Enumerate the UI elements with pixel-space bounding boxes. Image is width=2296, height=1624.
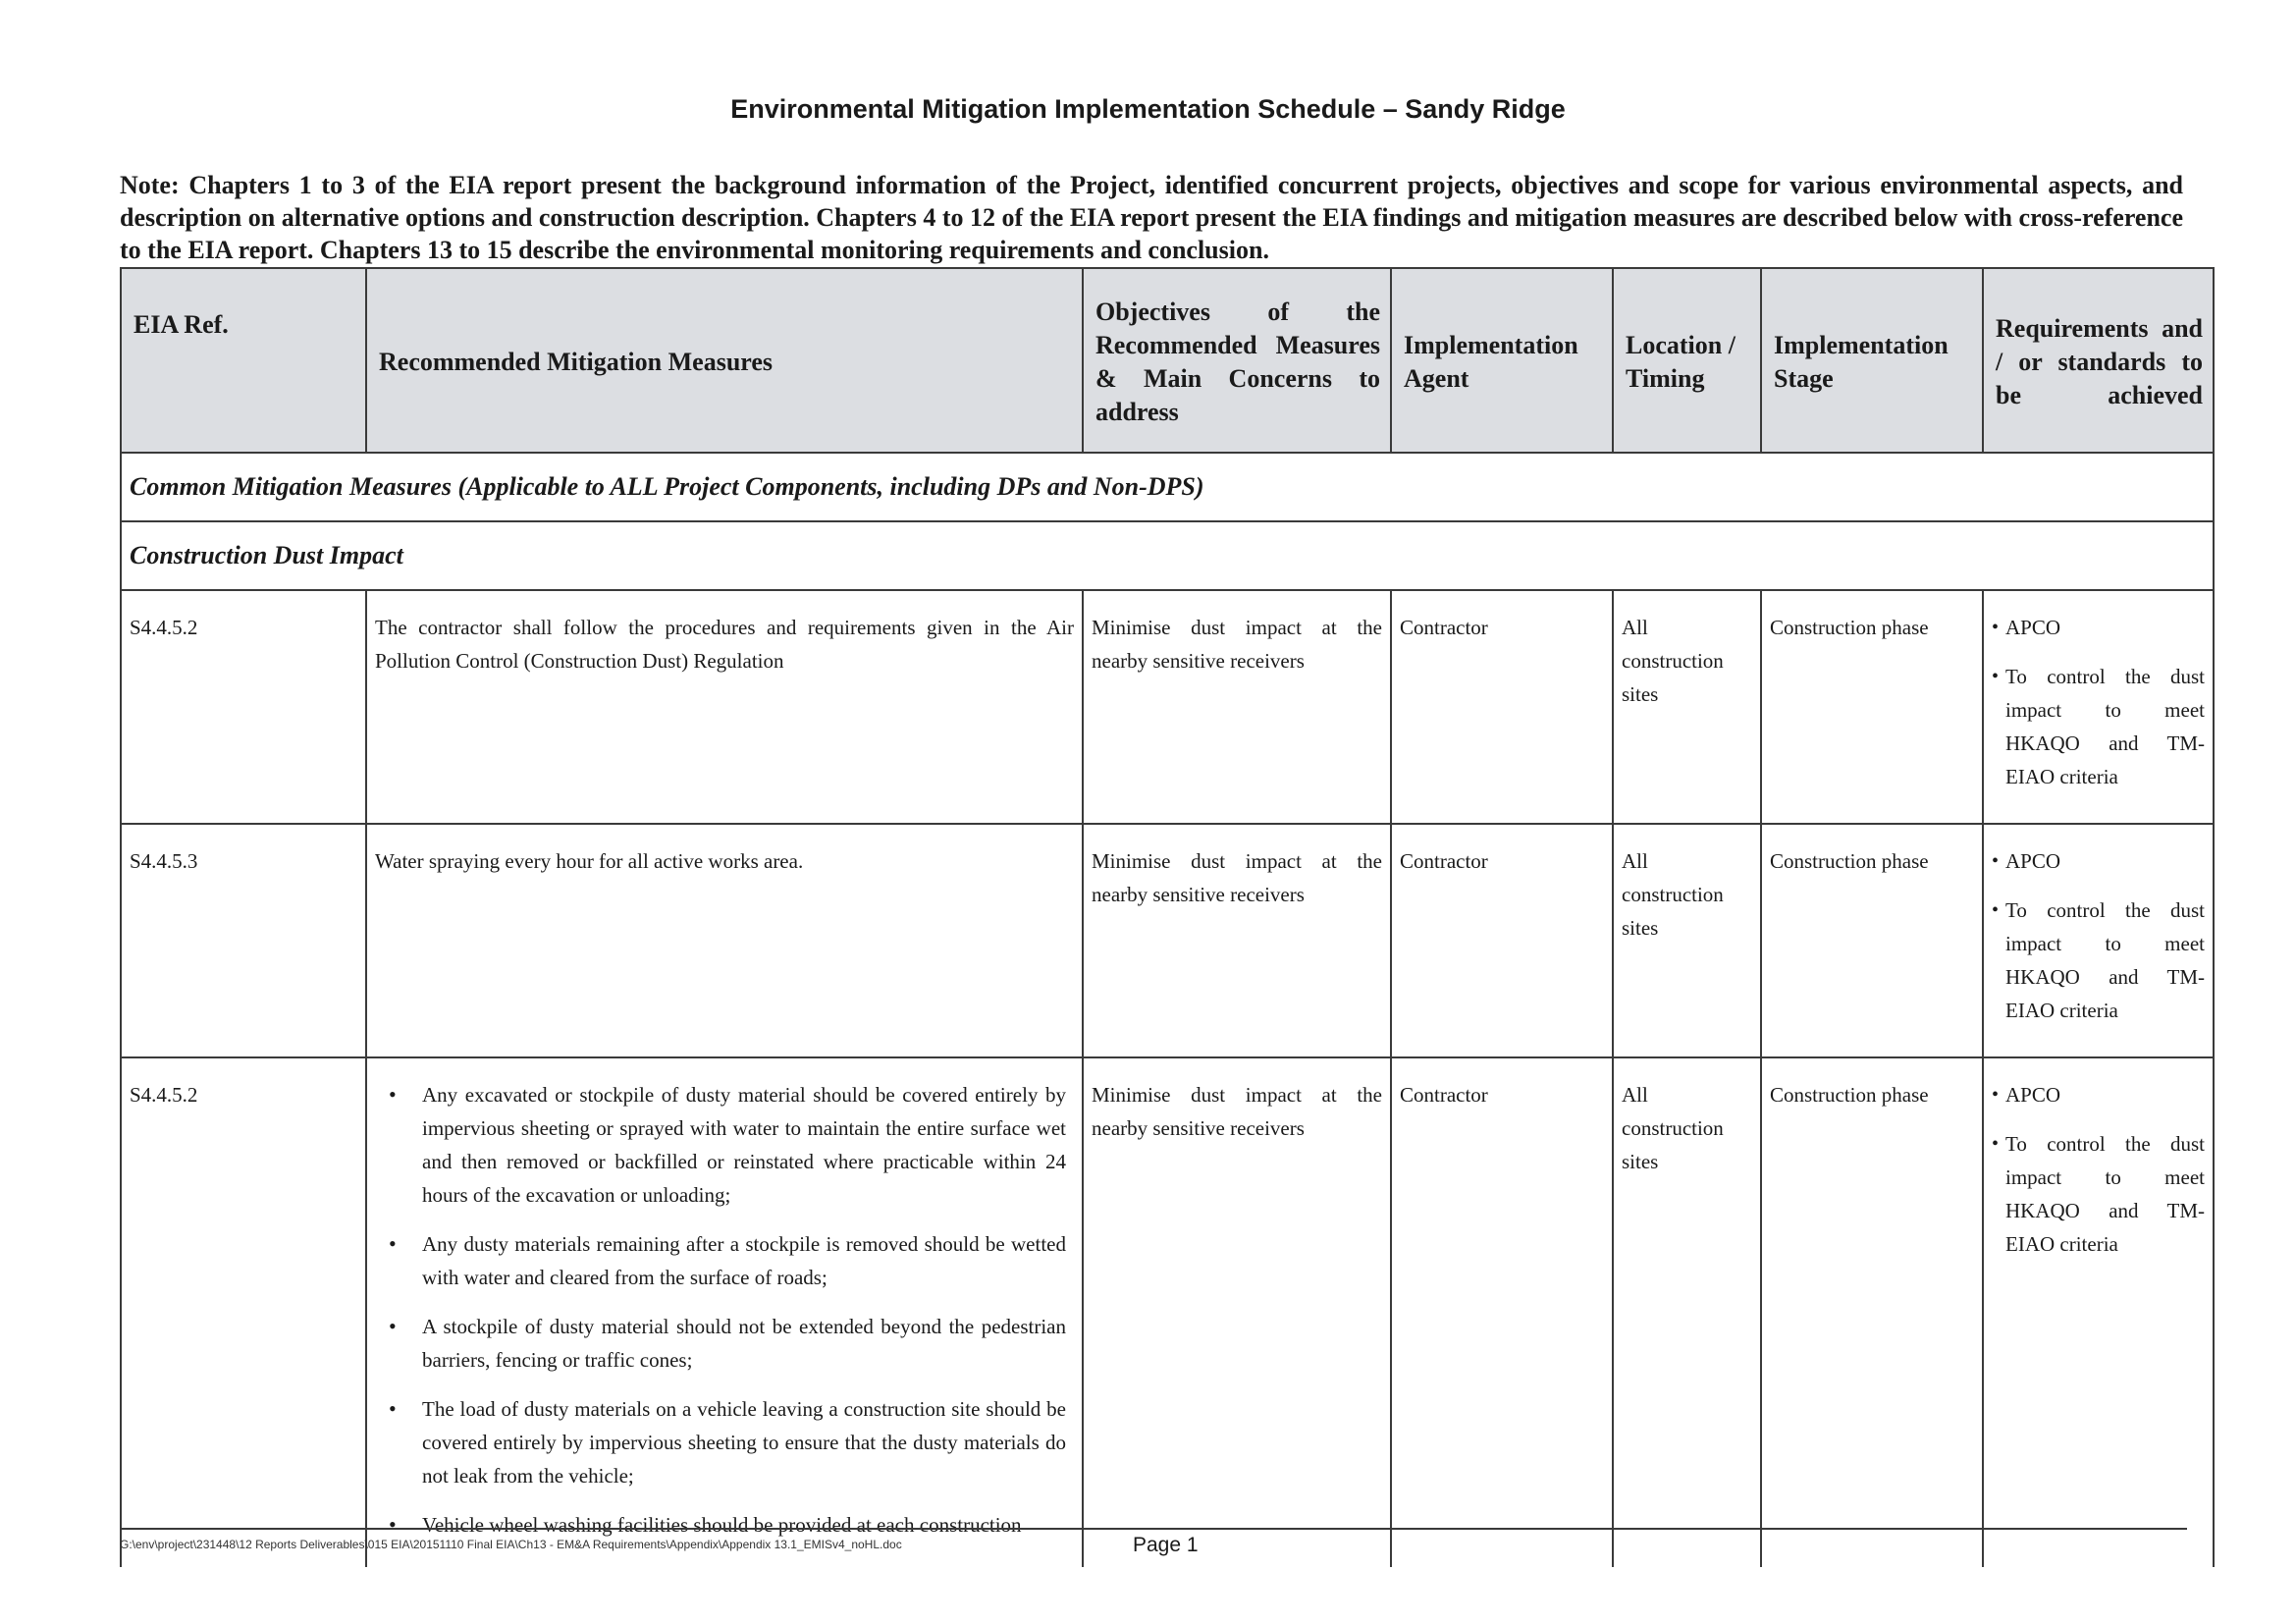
measure-cell: Water spraying every hour for all active works area.: [366, 824, 1083, 1057]
agent-cell: Contractor: [1391, 824, 1613, 1057]
objective-cell: Minimise dust impact at the nearby sensitive receivers: [1083, 824, 1391, 1057]
section-title-dust: Construction Dust Impact: [121, 521, 2214, 590]
document-note: Note: Chapters 1 to 3 of the EIA report present the background information of the Project, identified concurrent projects, objectives and scope for various environmental aspects, and description on alternative options and construction description. Chapters 4 to 12 of the EIA report present the EIA findings and mitigation measures are described below with cross-reference to the EIA report. Chapters 13 to 15 describe the environmental monitoring requirements and conclusion.: [120, 171, 2183, 264]
location-cell: All construction sites: [1613, 1057, 1761, 1567]
stage-cell: Construction phase: [1761, 1057, 1983, 1567]
section-row-common: [121, 453, 2214, 521]
location-cell: All construction sites: [1613, 824, 1761, 1057]
table-row: [121, 590, 2214, 824]
requirement-item: • To control the dust impact to meet HKAQO and TM-EIAO criteria: [1992, 1127, 2205, 1261]
page-number: Page 1: [1133, 1534, 1199, 1556]
header-objectives: Objectives of the Recommended Measures & Main Concerns to address: [1083, 268, 1391, 453]
header-recommended-measures: Recommended Mitigation Measures: [366, 268, 1083, 453]
agent-cell: Contractor: [1391, 590, 1613, 824]
requirements-cell: [1983, 590, 2214, 824]
stage-cell: Construction phase: [1761, 824, 1983, 1057]
requirement-item: • APCO: [1992, 1078, 2205, 1111]
section-row-dust: [121, 521, 2214, 590]
header-implementation-stage: Implementation Stage: [1761, 268, 1983, 453]
measure-bullet: • Any dusty materials remaining after a stockpile is removed should be wetted with water and cleared from the surface of roads;: [375, 1227, 1066, 1294]
header-eia-ref: EIA Ref.: [121, 268, 366, 453]
requirements-cell: [1983, 1057, 2214, 1567]
objective-cell: Minimise dust impact at the nearby sensitive receivers: [1083, 1057, 1391, 1567]
requirement-item: • To control the dust impact to meet HKAQO and TM-EIAO criteria: [1992, 893, 2205, 1027]
footer-file-path: G:\env\project\231448\12 Reports Deliverables\015 EIA\20151110 Final EIA\Ch13 - EM&A Requirements\Appendix\Appendix 13.1_EMISv4_noHL.doc: [120, 1538, 902, 1551]
footer-divider: [120, 1528, 2187, 1530]
stage-cell: Construction phase: [1761, 590, 1983, 824]
header-location-timing: Location / Timing: [1613, 268, 1761, 453]
measure-cell: The contractor shall follow the procedures and requirements given in the Air Pollution Control (Construction Dust) Regulation: [366, 590, 1083, 824]
table-header-row: [121, 268, 2214, 453]
requirement-item: • APCO: [1992, 844, 2205, 878]
measure-bullet: • Vehicle wheel washing facilities should be provided at each construction: [375, 1508, 1066, 1542]
table-row: [121, 824, 2214, 1057]
objective-cell: Minimise dust impact at the nearby sensitive receivers: [1083, 590, 1391, 824]
location-cell: All construction sites: [1613, 590, 1761, 824]
eia-ref-cell: S4.4.5.3: [121, 824, 366, 1057]
measure-cell: [366, 1057, 1083, 1567]
eia-ref-cell: S4.4.5.2: [121, 1057, 366, 1567]
requirements-cell: [1983, 824, 2214, 1057]
eia-ref-cell: S4.4.5.2: [121, 590, 366, 824]
measure-bullet: • Any excavated or stockpile of dusty material should be covered entirely by impervious sheeting or sprayed with water to maintain the entire surface wet and then removed or backfilled or reinstated where practicable within 24 hours of the excavation or unloading;: [375, 1078, 1066, 1212]
document-title: Environmental Mitigation Implementation Schedule – Sandy Ridge: [730, 94, 1566, 124]
section-title-common: Common Mitigation Measures (Applicable to ALL Project Components, including DPs and Non-DPS): [121, 453, 2214, 521]
mitigation-schedule-table: [120, 267, 2215, 1567]
header-requirements: Requirements and / or standards to be achieved: [1983, 268, 2214, 453]
measure-bullet: • A stockpile of dusty material should not be extended beyond the pedestrian barriers, fencing or traffic cones;: [375, 1310, 1066, 1377]
requirement-item: • APCO: [1992, 611, 2205, 644]
table-row: [121, 1057, 2214, 1567]
agent-cell: Contractor: [1391, 1057, 1613, 1567]
requirement-item: • To control the dust impact to meet HKAQO and TM-EIAO criteria: [1992, 660, 2205, 793]
measure-bullet: • The load of dusty materials on a vehicle leaving a construction site should be covered entirely by impervious sheeting to ensure that the dusty materials do not leak from the vehicle;: [375, 1392, 1066, 1492]
header-implementation-agent: Implementation Agent: [1391, 268, 1613, 453]
